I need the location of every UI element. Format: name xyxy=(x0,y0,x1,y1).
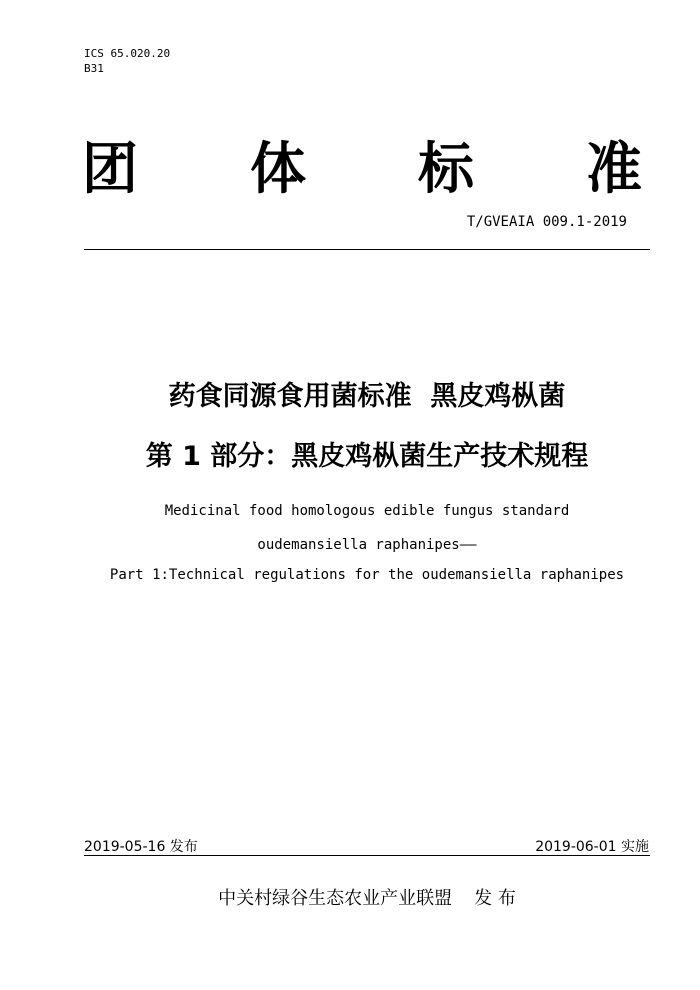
issuer xyxy=(0,884,700,910)
implement-date: 2019-06-01 实施 xyxy=(535,839,649,855)
banner-char-1: 团 xyxy=(82,137,138,202)
classification-code: B31 xyxy=(84,62,104,75)
title-en-line1: Medicinal food homologous edible fungus standard xyxy=(164,503,570,519)
title-cn-line2: 第 1 部分：黑皮鸡枞菌生产技术规程 xyxy=(145,441,589,472)
title-cn-line1: 药食同源食用菌标准 黑皮鸡枞菌 xyxy=(168,381,566,412)
bottom-divider xyxy=(84,855,650,856)
issuer-action: 发 布 xyxy=(474,888,516,909)
title-en-line2: oudemansiella raphanipes—— xyxy=(257,537,477,553)
banner-char-3: 标 xyxy=(418,137,474,202)
title-en-line3: Part 1:Technical regulations for the oudemansiella raphanipes xyxy=(109,567,625,583)
ics-code: ICS 65.020.20 xyxy=(84,47,171,60)
banner-char-2: 体 xyxy=(250,137,306,202)
top-divider xyxy=(84,249,650,250)
standard-number: T/GVEAIA 009.1-2019 xyxy=(466,214,627,230)
issuer-name: 中关村绿谷生态农业产业联盟 xyxy=(218,888,453,909)
publish-date: 2019-05-16 发布 xyxy=(84,839,198,855)
banner-char-4: 准 xyxy=(586,137,642,202)
